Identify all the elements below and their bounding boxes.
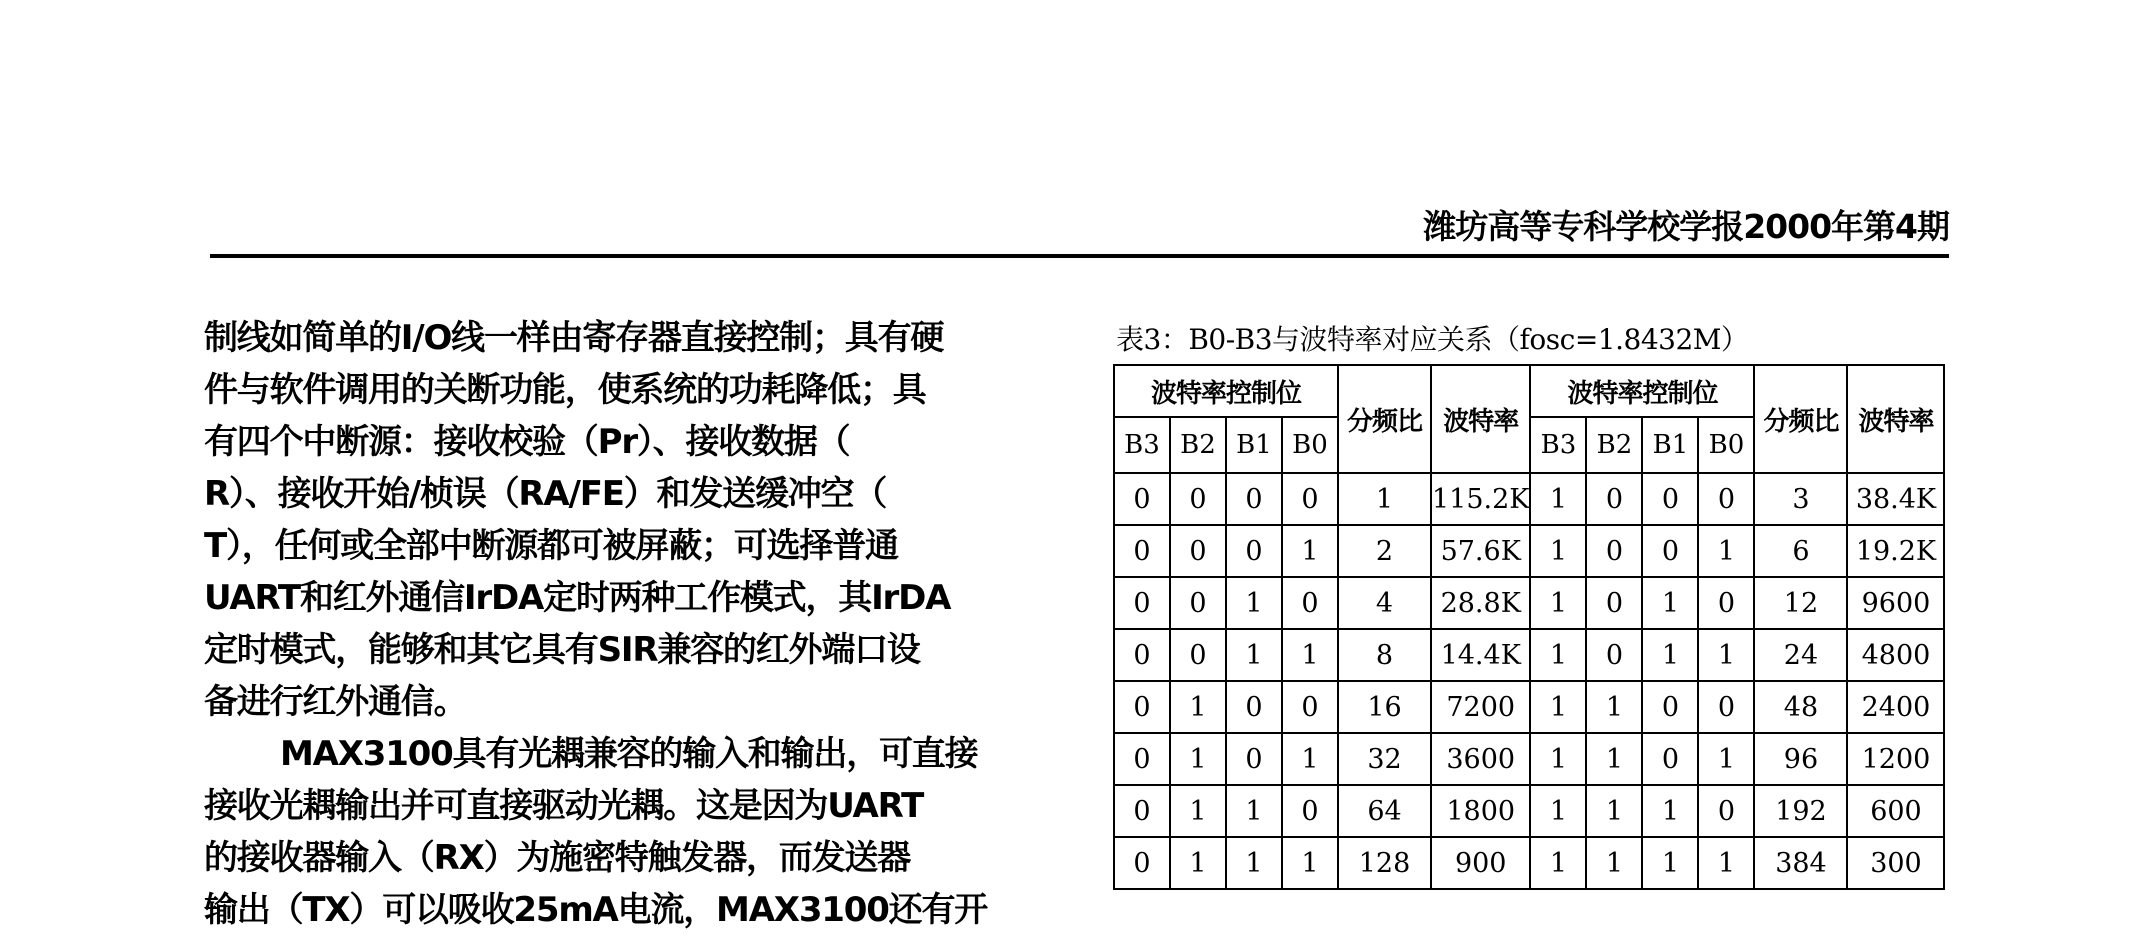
body-text bbox=[204, 312, 1054, 936]
table-cell: 0 bbox=[1282, 681, 1338, 733]
table-cell: 1 bbox=[1530, 733, 1586, 785]
body-line: UART和红外通信IrDA定时两种工作模式，其IrDA bbox=[204, 578, 951, 618]
table-cell: 1 bbox=[1282, 525, 1338, 577]
table-cell: 0 bbox=[1170, 577, 1226, 629]
body-line: 有四个中断源：接收校验（Pr）、接收数据（ bbox=[204, 422, 850, 462]
table-cell: 128 bbox=[1338, 837, 1431, 889]
table-header-row bbox=[1114, 365, 1944, 417]
table-cell: 57.6K bbox=[1431, 525, 1530, 577]
baud-rate-header: 波特率 bbox=[1847, 365, 1944, 473]
table-cell: 64 bbox=[1338, 785, 1431, 837]
table-cell: 0 bbox=[1114, 577, 1170, 629]
table-cell: 28.8K bbox=[1431, 577, 1530, 629]
bit-header-b3: B3 bbox=[1114, 417, 1170, 473]
bit-header-b1: B1 bbox=[1642, 417, 1698, 473]
table-cell: 1 bbox=[1586, 733, 1642, 785]
table-cell: 0 bbox=[1226, 733, 1282, 785]
table-cell: 0 bbox=[1170, 629, 1226, 681]
body-line: 接收光耦输出并可直接驱动光耦。这是因为UART bbox=[204, 786, 924, 826]
table-cell: 1 bbox=[1170, 733, 1226, 785]
bit-header-b2: B2 bbox=[1586, 417, 1642, 473]
table-cell: 0 bbox=[1170, 473, 1226, 525]
table-cell: 1 bbox=[1586, 785, 1642, 837]
table-cell: 0 bbox=[1586, 473, 1642, 525]
table-cell: 8 bbox=[1338, 629, 1431, 681]
table-cell: 115.2K bbox=[1431, 473, 1530, 525]
baud-rate-table bbox=[1113, 364, 1945, 890]
table-row bbox=[1114, 577, 1944, 629]
control-bits-header: 波特率控制位 bbox=[1530, 365, 1754, 417]
table-cell: 1 bbox=[1586, 681, 1642, 733]
table-cell: 3 bbox=[1754, 473, 1847, 525]
table-row bbox=[1114, 785, 1944, 837]
table-cell: 2 bbox=[1338, 525, 1431, 577]
table-cell: 384 bbox=[1754, 837, 1847, 889]
table-cell: 9600 bbox=[1847, 577, 1944, 629]
table-row bbox=[1114, 733, 1944, 785]
table-cell: 0 bbox=[1114, 837, 1170, 889]
table-cell: 1 bbox=[1282, 629, 1338, 681]
bit-header-b0: B0 bbox=[1698, 417, 1754, 473]
table-cell: 0 bbox=[1586, 577, 1642, 629]
table-cell: 1 bbox=[1226, 785, 1282, 837]
table-cell: 600 bbox=[1847, 785, 1944, 837]
table-cell: 1 bbox=[1282, 837, 1338, 889]
table-cell: 1 bbox=[1530, 473, 1586, 525]
table-cell: 0 bbox=[1114, 681, 1170, 733]
table-cell: 1 bbox=[1698, 733, 1754, 785]
table-row bbox=[1114, 629, 1944, 681]
table-cell: 1 bbox=[1530, 629, 1586, 681]
table-cell: 0 bbox=[1226, 525, 1282, 577]
table-row bbox=[1114, 681, 1944, 733]
table-cell: 0 bbox=[1698, 681, 1754, 733]
table-cell: 1800 bbox=[1431, 785, 1530, 837]
table-cell: 16 bbox=[1338, 681, 1431, 733]
table-cell: 48 bbox=[1754, 681, 1847, 733]
table-cell: 0 bbox=[1226, 473, 1282, 525]
body-line: 输出（TX）可以吸收25mA电流，MAX3100还有开 bbox=[204, 890, 988, 930]
control-bits-header: 波特率控制位 bbox=[1114, 365, 1338, 417]
table-cell: 0 bbox=[1114, 785, 1170, 837]
table-cell: 1 bbox=[1698, 629, 1754, 681]
table-cell: 1 bbox=[1170, 785, 1226, 837]
table-cell: 1 bbox=[1226, 577, 1282, 629]
table-cell: 0 bbox=[1586, 525, 1642, 577]
table-cell: 1 bbox=[1226, 629, 1282, 681]
table-cell: 1 bbox=[1170, 837, 1226, 889]
table-cell: 0 bbox=[1586, 629, 1642, 681]
table-cell: 1 bbox=[1698, 525, 1754, 577]
bit-header-b3: B3 bbox=[1530, 417, 1586, 473]
body-line: T），任何或全部中断源都可被屏蔽；可选择普通 bbox=[204, 526, 898, 566]
table-cell: 24 bbox=[1754, 629, 1847, 681]
bit-header-b2: B2 bbox=[1170, 417, 1226, 473]
body-line: 的接收器输入（RX）为施密特触发器，而发送器 bbox=[204, 838, 910, 878]
table-cell: 19.2K bbox=[1847, 525, 1944, 577]
body-line: 制线如简单的I/O线一样由寄存器直接控制；具有硬 bbox=[204, 318, 944, 358]
table-cell: 1 bbox=[1642, 629, 1698, 681]
table-cell: 32 bbox=[1338, 733, 1431, 785]
table-cell: 1 bbox=[1530, 785, 1586, 837]
table-cell: 4 bbox=[1338, 577, 1431, 629]
table-cell: 0 bbox=[1114, 525, 1170, 577]
divider-header: 分频比 bbox=[1754, 365, 1847, 473]
table-cell: 1 bbox=[1170, 681, 1226, 733]
table-caption: 表3：B0-B3与波特率对应关系（fosc=1.8432M） bbox=[1116, 323, 1749, 356]
table-cell: 6 bbox=[1754, 525, 1847, 577]
table-row bbox=[1114, 837, 1944, 889]
bit-header-b1: B1 bbox=[1226, 417, 1282, 473]
table-cell: 0 bbox=[1114, 473, 1170, 525]
journal-title: 潍坊高等专科学校学报2000年第4期 bbox=[1423, 207, 1949, 246]
table-cell: 0 bbox=[1642, 473, 1698, 525]
body-line: 备进行红外通信。 bbox=[204, 682, 467, 722]
table-cell: 192 bbox=[1754, 785, 1847, 837]
table-cell: 1 bbox=[1642, 785, 1698, 837]
table-cell: 1 bbox=[1586, 837, 1642, 889]
table-cell: 1 bbox=[1338, 473, 1431, 525]
table-cell: 3600 bbox=[1431, 733, 1530, 785]
table-cell: 2400 bbox=[1847, 681, 1944, 733]
table-cell: 7200 bbox=[1431, 681, 1530, 733]
body-line: MAX3100具有光耦兼容的输入和输出，可直接 bbox=[280, 734, 978, 774]
table-cell: 0 bbox=[1698, 785, 1754, 837]
table-cell: 0 bbox=[1282, 473, 1338, 525]
table-cell: 1 bbox=[1530, 681, 1586, 733]
body-line: 定时模式，能够和其它具有SIR兼容的红外端口设 bbox=[204, 630, 920, 670]
table-cell: 0 bbox=[1114, 733, 1170, 785]
bit-header-b0: B0 bbox=[1282, 417, 1338, 473]
table-cell: 1200 bbox=[1847, 733, 1944, 785]
table-cell: 1 bbox=[1642, 577, 1698, 629]
table-cell: 38.4K bbox=[1847, 473, 1944, 525]
table-cell: 0 bbox=[1226, 681, 1282, 733]
table-cell: 0 bbox=[1642, 733, 1698, 785]
table-cell: 0 bbox=[1698, 473, 1754, 525]
table-row bbox=[1114, 473, 1944, 525]
table-cell: 1 bbox=[1226, 837, 1282, 889]
table-cell: 0 bbox=[1114, 629, 1170, 681]
table-body bbox=[1114, 473, 1944, 889]
running-head bbox=[210, 207, 1949, 258]
table-cell: 1 bbox=[1530, 577, 1586, 629]
table-cell: 1 bbox=[1530, 525, 1586, 577]
table-cell: 0 bbox=[1282, 785, 1338, 837]
table-cell: 96 bbox=[1754, 733, 1847, 785]
table-cell: 0 bbox=[1170, 525, 1226, 577]
table-cell: 1 bbox=[1698, 837, 1754, 889]
divider-header: 分频比 bbox=[1338, 365, 1431, 473]
table-cell: 0 bbox=[1282, 577, 1338, 629]
table-cell: 1 bbox=[1282, 733, 1338, 785]
table-cell: 0 bbox=[1642, 525, 1698, 577]
table-cell: 14.4K bbox=[1431, 629, 1530, 681]
table-cell: 900 bbox=[1431, 837, 1530, 889]
table-cell: 0 bbox=[1642, 681, 1698, 733]
table-cell: 12 bbox=[1754, 577, 1847, 629]
body-line: R）、接收开始/桢误（RA/FE）和发送缓冲空（ bbox=[204, 474, 887, 514]
table-cell: 1 bbox=[1530, 837, 1586, 889]
table-cell: 0 bbox=[1698, 577, 1754, 629]
body-line: 件与软件调用的关断功能，使系统的功耗降低；具 bbox=[204, 370, 926, 410]
table-row bbox=[1114, 525, 1944, 577]
table-cell: 300 bbox=[1847, 837, 1944, 889]
table-cell: 1 bbox=[1642, 837, 1698, 889]
baud-rate-header: 波特率 bbox=[1431, 365, 1530, 473]
table-cell: 4800 bbox=[1847, 629, 1944, 681]
